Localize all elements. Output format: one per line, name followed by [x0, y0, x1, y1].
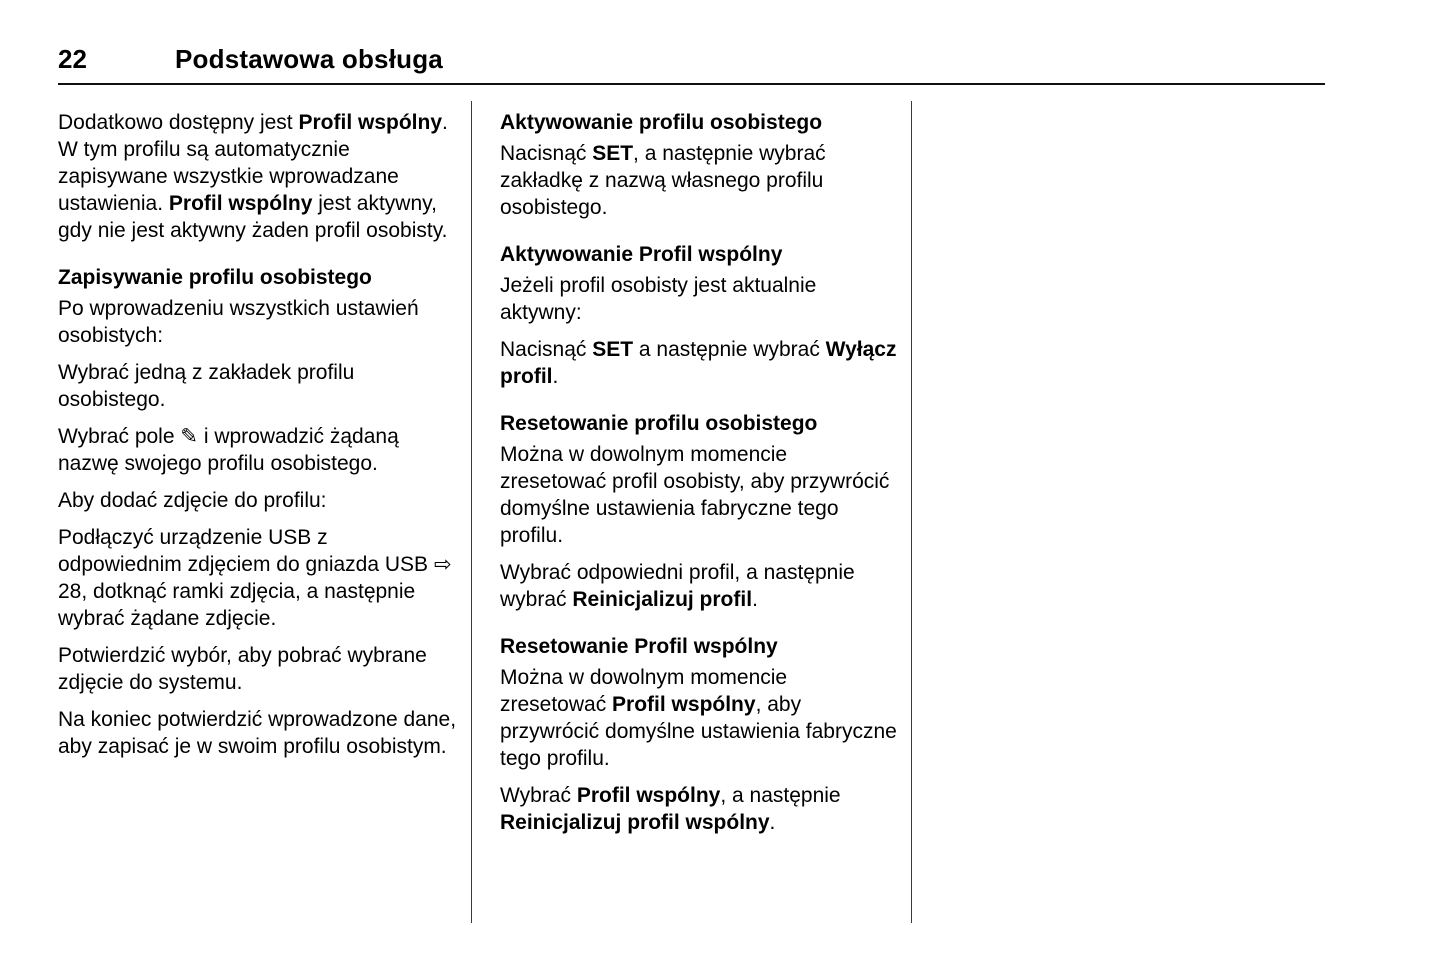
paragraph [500, 782, 897, 836]
paragraph [500, 336, 897, 390]
text-segment: Po wprowadzeniu wszystkich ustawień osobistych: [58, 297, 419, 347]
page-title: Podstawowa obsługa [175, 44, 443, 74]
text-segment: Profil wspólny [298, 111, 442, 134]
text-segment: Wyłącz profil [500, 338, 897, 388]
text-segment: Profil wspólny [612, 693, 756, 716]
text-segment: Aby dodać zdjęcie do profilu: [58, 489, 327, 512]
text-segment: Można w dowolnym momencie zresetować [500, 666, 788, 716]
pencil-icon: ✎ [180, 424, 198, 448]
section-heading: Resetowanie profilu osobistego [500, 412, 818, 435]
paragraph [500, 559, 897, 613]
paragraph [58, 487, 457, 514]
paragraph [500, 140, 897, 221]
reference-arrow-icon: ⇨ [433, 552, 452, 576]
text-segment: Można w dowolnym momencie zresetować profil osobisty, aby przywrócić domyślne ustawienia fabryczne tego profilu. [500, 443, 890, 547]
text-segment: Wybrać [500, 784, 577, 807]
text-segment: Dodatkowo dostępny jest [58, 111, 299, 134]
text-segment: , aby przywrócić domyślne ustawienia fabryczne tego profilu. [500, 693, 897, 770]
text-segment: Profil wspólny [168, 192, 313, 215]
paragraph [58, 295, 457, 349]
text-segment: Wybrać odpowiedni profil, a następnie wybrać [500, 561, 855, 611]
text-segment: Wybrać pole [58, 425, 181, 448]
text-segment: SET [592, 338, 634, 361]
text-segment: Na koniec potwierdzić wprowadzone dane, aby zapisać je w swoim profilu osobistym. [58, 708, 457, 758]
text-segment: Jeżeli profil osobisty jest aktualnie aktywny: [500, 274, 817, 324]
text-segment: Reinicjalizuj profil wspólny [500, 811, 770, 834]
paragraph [58, 109, 457, 244]
section-heading: Aktywowanie profilu osobistego [500, 111, 823, 134]
text-column-1 [58, 101, 457, 770]
content-columns [58, 101, 1325, 923]
paragraph [58, 423, 457, 477]
text-segment: jest aktywny, gdy nie jest aktywny żaden profil osobisty. [58, 192, 448, 242]
text-column-3-empty [940, 101, 1325, 109]
section-heading: Aktywowanie Profil wspólny [500, 243, 783, 266]
paragraph [500, 272, 897, 326]
text-segment: Profil wspólny [576, 784, 721, 807]
text-segment: Podłączyć urządzenie USB z odpowiednim zdjęciem do gniazda USB [58, 526, 434, 576]
paragraph [500, 664, 897, 772]
text-segment: i wprowadzić żądaną nazwę swojego profilu osobistego. [58, 425, 399, 475]
page-number: 22 [58, 44, 87, 74]
paragraph [58, 524, 457, 632]
text-segment: . W tym profilu są automatycznie zapisywane wszystkie wprowadzane ustawienia. [58, 111, 448, 215]
paragraph [58, 359, 457, 413]
column-divider [911, 101, 912, 923]
text-segment: Reinicjalizuj profil [572, 588, 753, 611]
text-segment: Wybrać jedną z zakładek profilu osobistego. [58, 361, 355, 411]
text-segment: Potwierdzić wybór, aby pobrać wybrane zdjęcie do systemu. [58, 644, 427, 694]
paragraph [500, 441, 897, 549]
text-segment: , a następnie wybrać zakładkę z nazwą własnego profilu osobistego. [500, 142, 826, 219]
text-segment: . [552, 365, 559, 388]
text-segment: Nacisnąć [500, 338, 593, 361]
section-heading: Zapisywanie profilu osobistego [58, 266, 372, 289]
text-segment: . [752, 588, 758, 611]
page-header [58, 44, 1325, 85]
section-heading: Resetowanie Profil wspólny [500, 635, 778, 658]
text-segment: a następnie wybrać [633, 338, 826, 361]
paragraph [58, 706, 457, 760]
text-segment: SET [592, 142, 634, 165]
text-column-2 [500, 101, 897, 846]
text-segment: Nacisnąć [500, 142, 593, 165]
text-segment: 28, dotknąć ramki zdjęcia, a następnie wybrać żądane zdjęcie. [58, 580, 416, 630]
text-segment: . [769, 811, 776, 834]
text-segment: , a następnie [720, 784, 841, 807]
paragraph [58, 642, 457, 696]
column-divider [471, 101, 472, 923]
